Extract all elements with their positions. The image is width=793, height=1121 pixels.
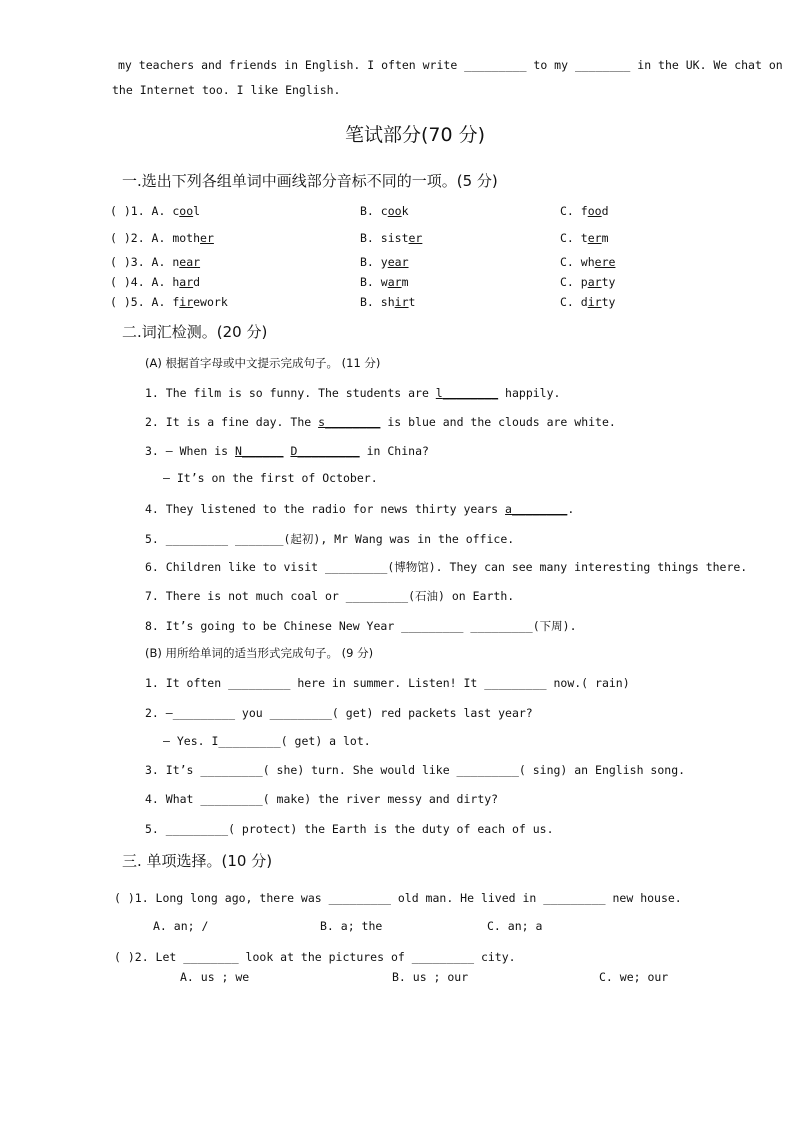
s3-q1-option-a: A. an; / xyxy=(153,919,209,933)
s2a-q4: 4. They listened to the radio for news thirty years a________. xyxy=(145,502,575,516)
option-b: B. year xyxy=(360,255,409,269)
q-text: 1. The film is so funny. The students are xyxy=(145,386,436,400)
s2a-q3b: — It’s on the first of October. xyxy=(163,471,378,485)
section2-heading: 二.词汇检测。(20 分) xyxy=(122,323,268,341)
q-text: 2. It is a fine day. The xyxy=(145,415,319,429)
s2b-q2b: — Yes. I_________( get) a lot. xyxy=(163,734,371,748)
page-title: 笔试部分(70 分) xyxy=(345,124,486,146)
option-c: C. where xyxy=(560,255,616,269)
option-b: B. cook xyxy=(360,204,409,218)
s2b-q3: 3. It’s _________( she) turn. She would like _________( sing) an English song. xyxy=(145,763,686,777)
s3-q2-option-a: A. us ; we xyxy=(180,970,250,984)
s2a-q8: 8. It’s going to be Chinese New Year _________ _________(下周). xyxy=(145,619,577,633)
option-a: ( )3. A. near xyxy=(110,255,201,269)
s2a-q1 xyxy=(145,386,560,400)
s3-q2-option-b: B. us ; our xyxy=(392,970,469,984)
option-c: C. term xyxy=(560,231,609,245)
section3-heading: 三. 单项选择。(10 分) xyxy=(122,852,273,870)
option-a: ( )5. A. firework xyxy=(110,295,228,309)
s3-q2-option-c: C. we; our xyxy=(599,970,669,984)
s2b-q5: 5. _________( protect) the Earth is the duty of each of us. xyxy=(145,822,554,836)
option-c: C. party xyxy=(560,275,616,289)
first-letter: a________ xyxy=(505,502,568,516)
option-b: B. sister xyxy=(360,231,423,245)
s2b-q1: 1. It often _________ here in summer. Listen! It _________ now.( rain) xyxy=(145,676,630,690)
s2a-q6: 6. Children like to visit _________(博物馆). They can see many interesting things there. xyxy=(145,560,748,574)
option-b: B. shirt xyxy=(360,295,416,309)
s2b-q4: 4. What _________( make) the river messy and dirty? xyxy=(145,792,499,806)
intro-line-1: my teachers and friends in English. I often write _________ to my ________ in the UK. We chat on xyxy=(118,58,783,72)
q-text: 3. — When is xyxy=(145,444,236,458)
option-a: ( )2. A. mother xyxy=(110,231,214,245)
s3-q1-option-c: C. an; a xyxy=(487,919,543,933)
q-text: is blue and the clouds are white. xyxy=(380,415,616,429)
first-letter: l________ xyxy=(435,386,499,400)
q-text: happily. xyxy=(498,386,561,400)
s2a-q7: 7. There is not much coal or _________(石油) on Earth. xyxy=(145,589,515,603)
s2a-q3: 3. — When is N______ D_________ in China? xyxy=(145,444,429,458)
first-letter: N______ xyxy=(235,444,284,458)
option-c: C. dirty xyxy=(560,295,616,309)
option-b: B. warm xyxy=(360,275,409,289)
s2b-q2: 2. —_________ you _________( get) red packets last year? xyxy=(145,706,533,720)
intro-line-2: the Internet too. I like English. xyxy=(112,83,341,97)
option-c: C. food xyxy=(560,204,609,218)
section2a-heading: (A) 根据首字母或中文提示完成句子。 (11 分) xyxy=(145,356,381,370)
first-letter: D_________ xyxy=(290,444,360,458)
first-letter: s________ xyxy=(318,415,381,429)
section1-heading: 一.选出下列各组单词中画线部分音标不同的一项。(5 分) xyxy=(122,172,498,190)
s3-q2: ( )2. Let ________ look at the pictures of _________ city. xyxy=(114,950,516,964)
s3-q1-option-b: B. a; the xyxy=(320,919,383,933)
section2b-heading: (B) 用所给单词的适当形式完成句子。 (9 分) xyxy=(145,646,374,660)
option-a: ( )1. A. cool xyxy=(110,204,201,218)
s2a-q2 xyxy=(145,415,616,429)
s3-q1: ( )1. Long long ago, there was _________ old man. He lived in _________ new house. xyxy=(114,891,682,905)
s2a-q5: 5. _________ _______(起初), Mr Wang was in the office. xyxy=(145,532,515,546)
option-a: ( )4. A. hard xyxy=(110,275,201,289)
